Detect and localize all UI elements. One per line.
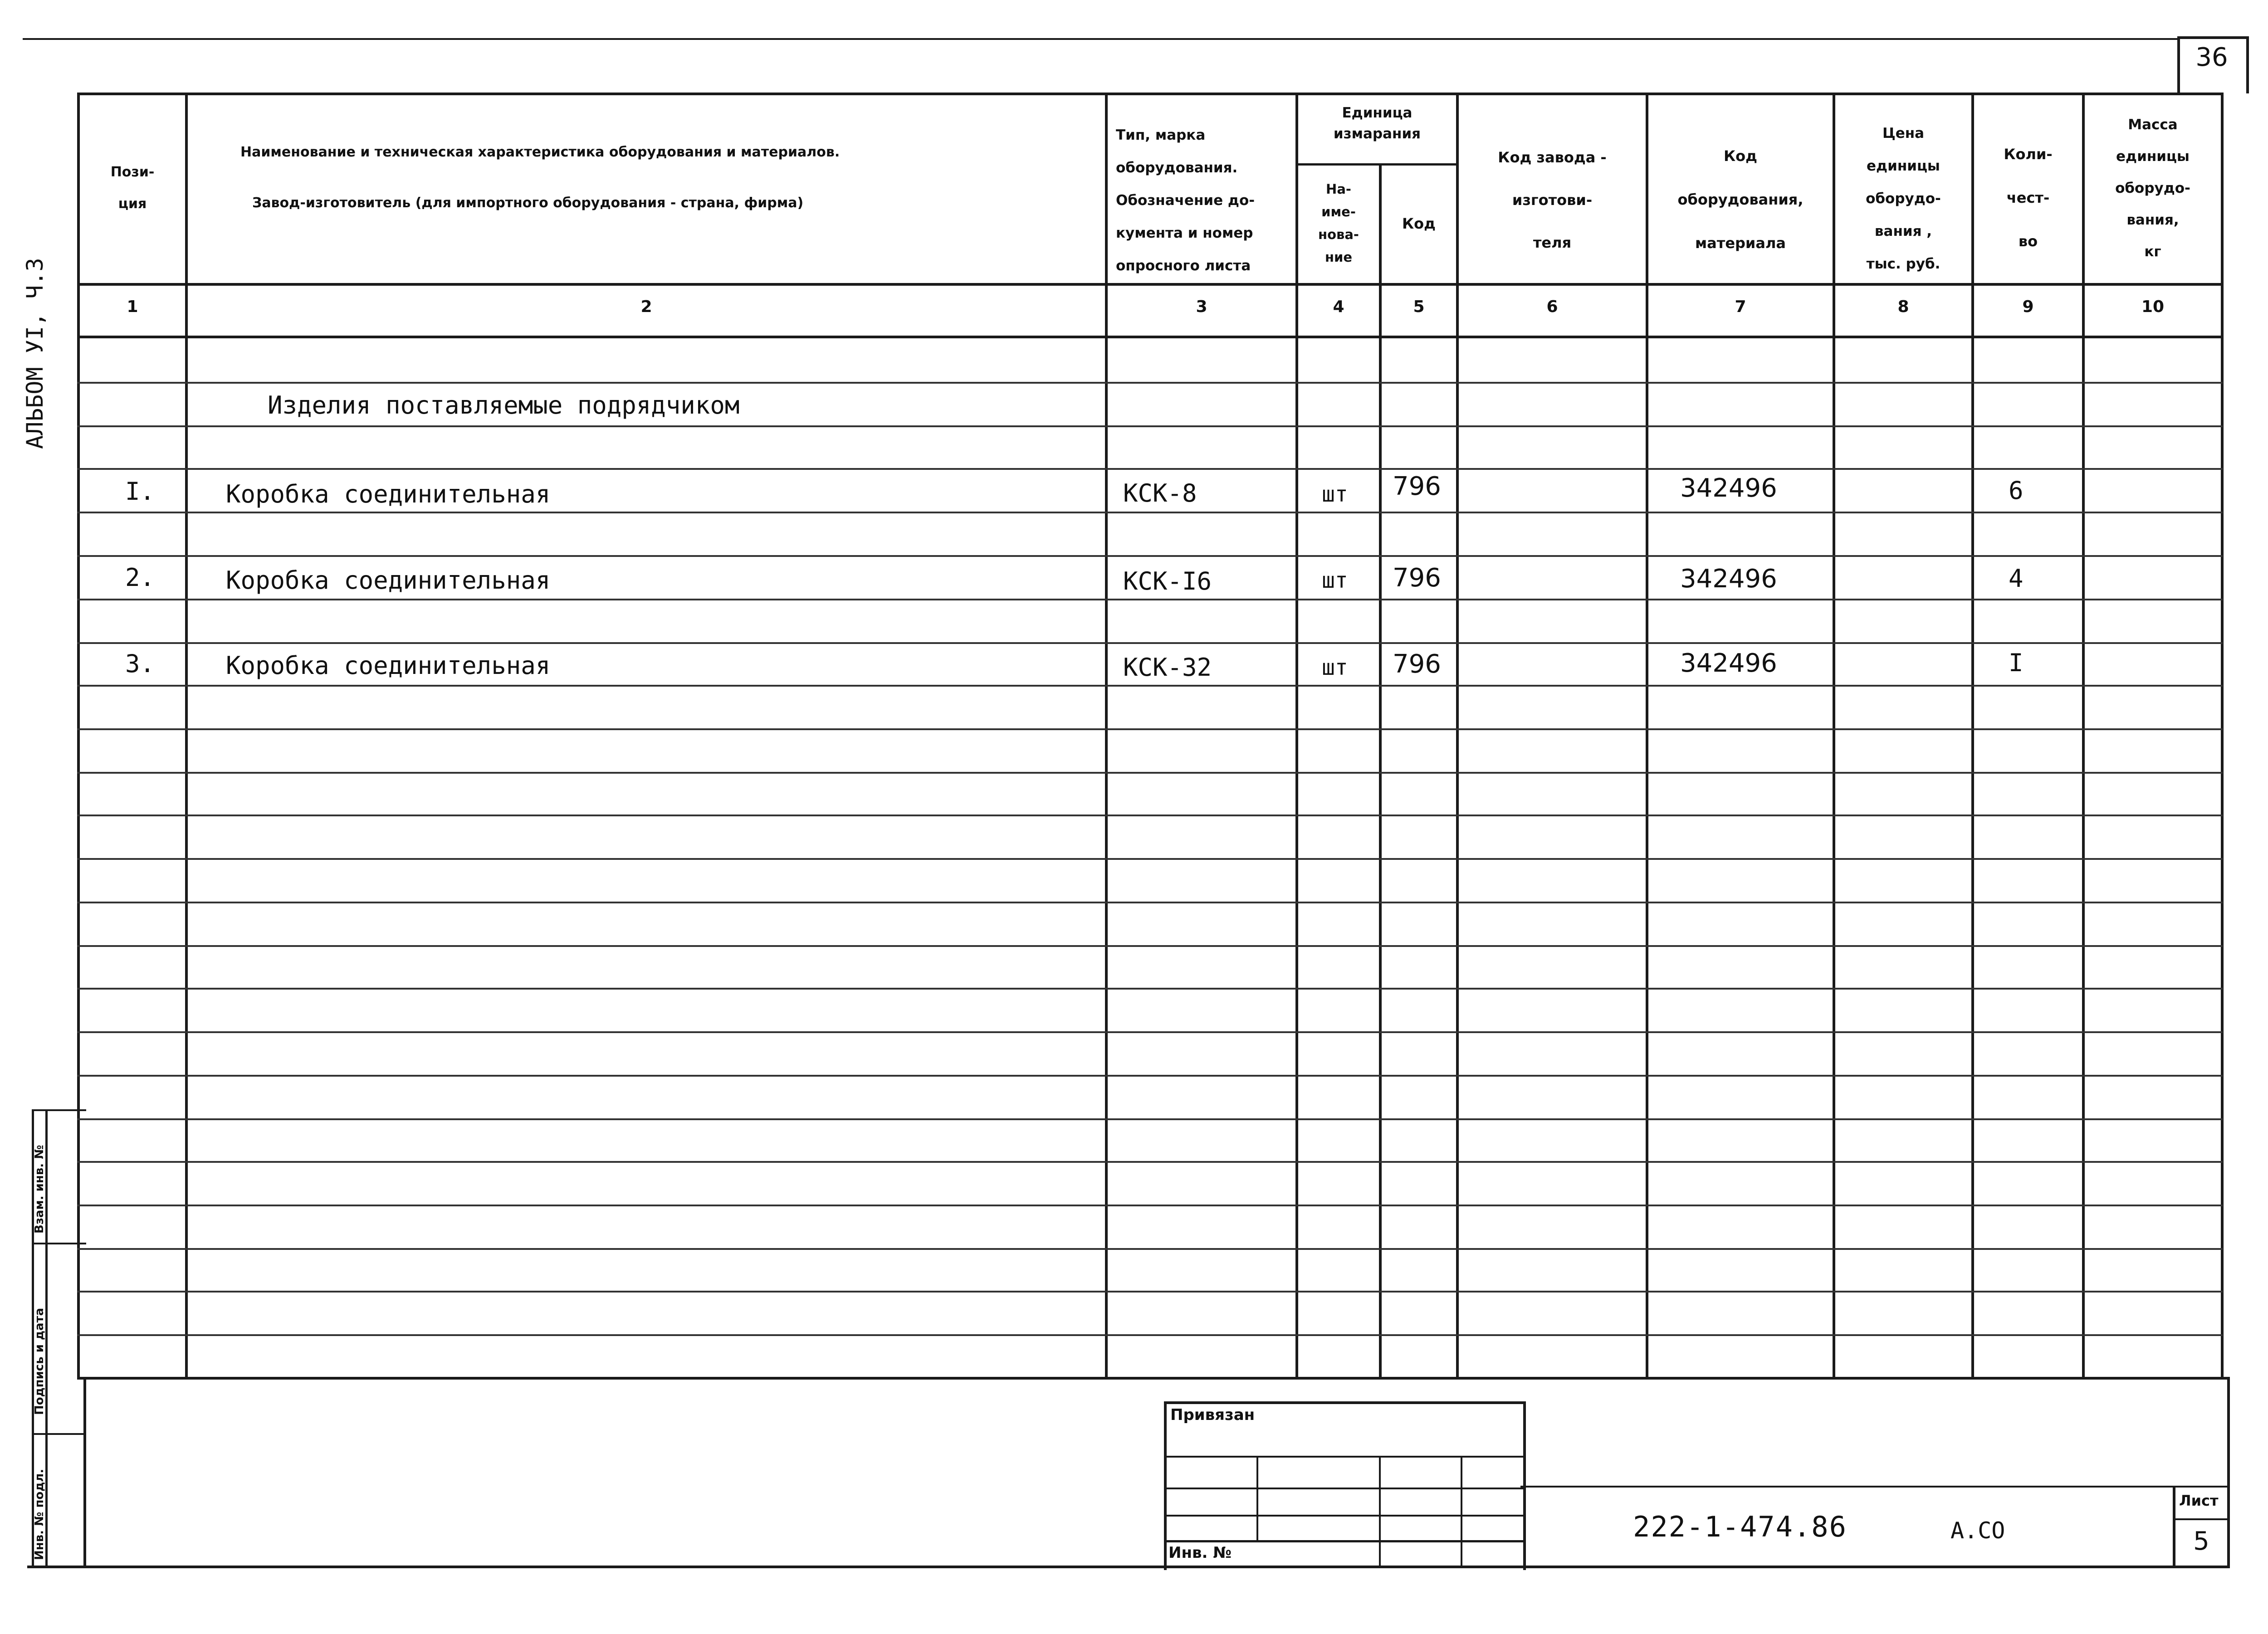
colnum-2: 2 — [640, 298, 652, 316]
row-equipment-code: 342496 — [1680, 564, 1777, 594]
header-quantity: Коли- чест- во — [2004, 146, 2053, 250]
header-unit-code: Код — [1402, 215, 1436, 232]
colnum-10: 10 — [2141, 298, 2165, 316]
colnum-8: 8 — [1897, 298, 1909, 316]
row-position: 2. — [125, 563, 155, 592]
header-unit-group: Единица измарания — [1333, 105, 1421, 142]
row-unit: шт — [1322, 568, 1348, 593]
header-type: Тип, марка оборудования. Обозначение до- кумента и номер опросного листа — [1116, 127, 1255, 274]
row-equipment-code: 342496 — [1680, 649, 1777, 678]
row-name: Коробка соединительная — [226, 651, 551, 680]
row-unit: шт — [1322, 655, 1348, 680]
header-equipment-code: Код оборудования, материала — [1677, 147, 1804, 252]
header-unit-name: На- име- нова- ние — [1318, 181, 1359, 265]
header-factory-code: Код завода - изготови- теля — [1498, 149, 1607, 251]
inventory-label: Инв. № — [1168, 1544, 1232, 1562]
section-title: Изделия поставляемые подрядчиком — [268, 391, 740, 419]
colnum-6: 6 — [1546, 298, 1558, 316]
top-sheet-number: 36 — [2195, 43, 2228, 72]
row-unit: шт — [1322, 482, 1348, 507]
row-unit-code: 796 — [1393, 649, 1441, 679]
row-position: 3. — [125, 649, 155, 678]
row-position: I. — [125, 477, 155, 506]
document-code: 222-1-474.86 — [1633, 1510, 1847, 1543]
colnum-5: 5 — [1413, 298, 1425, 316]
album-label: АЛЬБОМ УI, Ч.3 — [22, 258, 48, 449]
row-quantity: I — [2009, 649, 2024, 677]
header-price: Цена единицы оборудо- вания , тыс. руб. — [1866, 125, 1941, 272]
colnum-7: 7 — [1735, 298, 1746, 316]
sheet-label: Лист — [2179, 1492, 2219, 1509]
row-type: КСК-I6 — [1123, 567, 1212, 595]
colnum-1: 1 — [127, 298, 138, 316]
margin-label-replacement: Взам. инв. № — [33, 1145, 46, 1234]
header-name-line1: Наименование и техническая характеристика оборудования и материалов. — [240, 144, 840, 160]
row-unit-code: 796 — [1393, 472, 1441, 501]
colnum-3: 3 — [1196, 298, 1207, 316]
row-quantity: 6 — [2009, 476, 2024, 505]
margin-label-inventory: Инв. № подл. — [33, 1468, 46, 1560]
row-name: Коробка соединительная — [226, 480, 551, 508]
header-position: Пози- ция — [110, 164, 155, 212]
sheet-number: 5 — [2193, 1527, 2209, 1556]
row-type: КСК-32 — [1123, 653, 1212, 682]
row-unit-code: 796 — [1393, 563, 1441, 593]
row-type: КСК-8 — [1123, 479, 1197, 507]
header-mass: Масса единицы оборудо- вания, кг — [2115, 117, 2190, 260]
bound-label: Привязан — [1170, 1406, 1255, 1424]
colnum-9: 9 — [2022, 298, 2034, 316]
header-name-line2: Завод-изготовитель (для импортного оборудования - страна, фирма) — [252, 195, 804, 211]
colnum-4: 4 — [1333, 298, 1344, 316]
row-quantity: 4 — [2009, 564, 2024, 593]
document-suffix: А.СО — [1950, 1517, 2005, 1544]
row-equipment-code: 342496 — [1680, 473, 1777, 503]
row-name: Коробка соединительная — [226, 566, 551, 595]
margin-label-signature: Подпись и дата — [33, 1307, 46, 1415]
